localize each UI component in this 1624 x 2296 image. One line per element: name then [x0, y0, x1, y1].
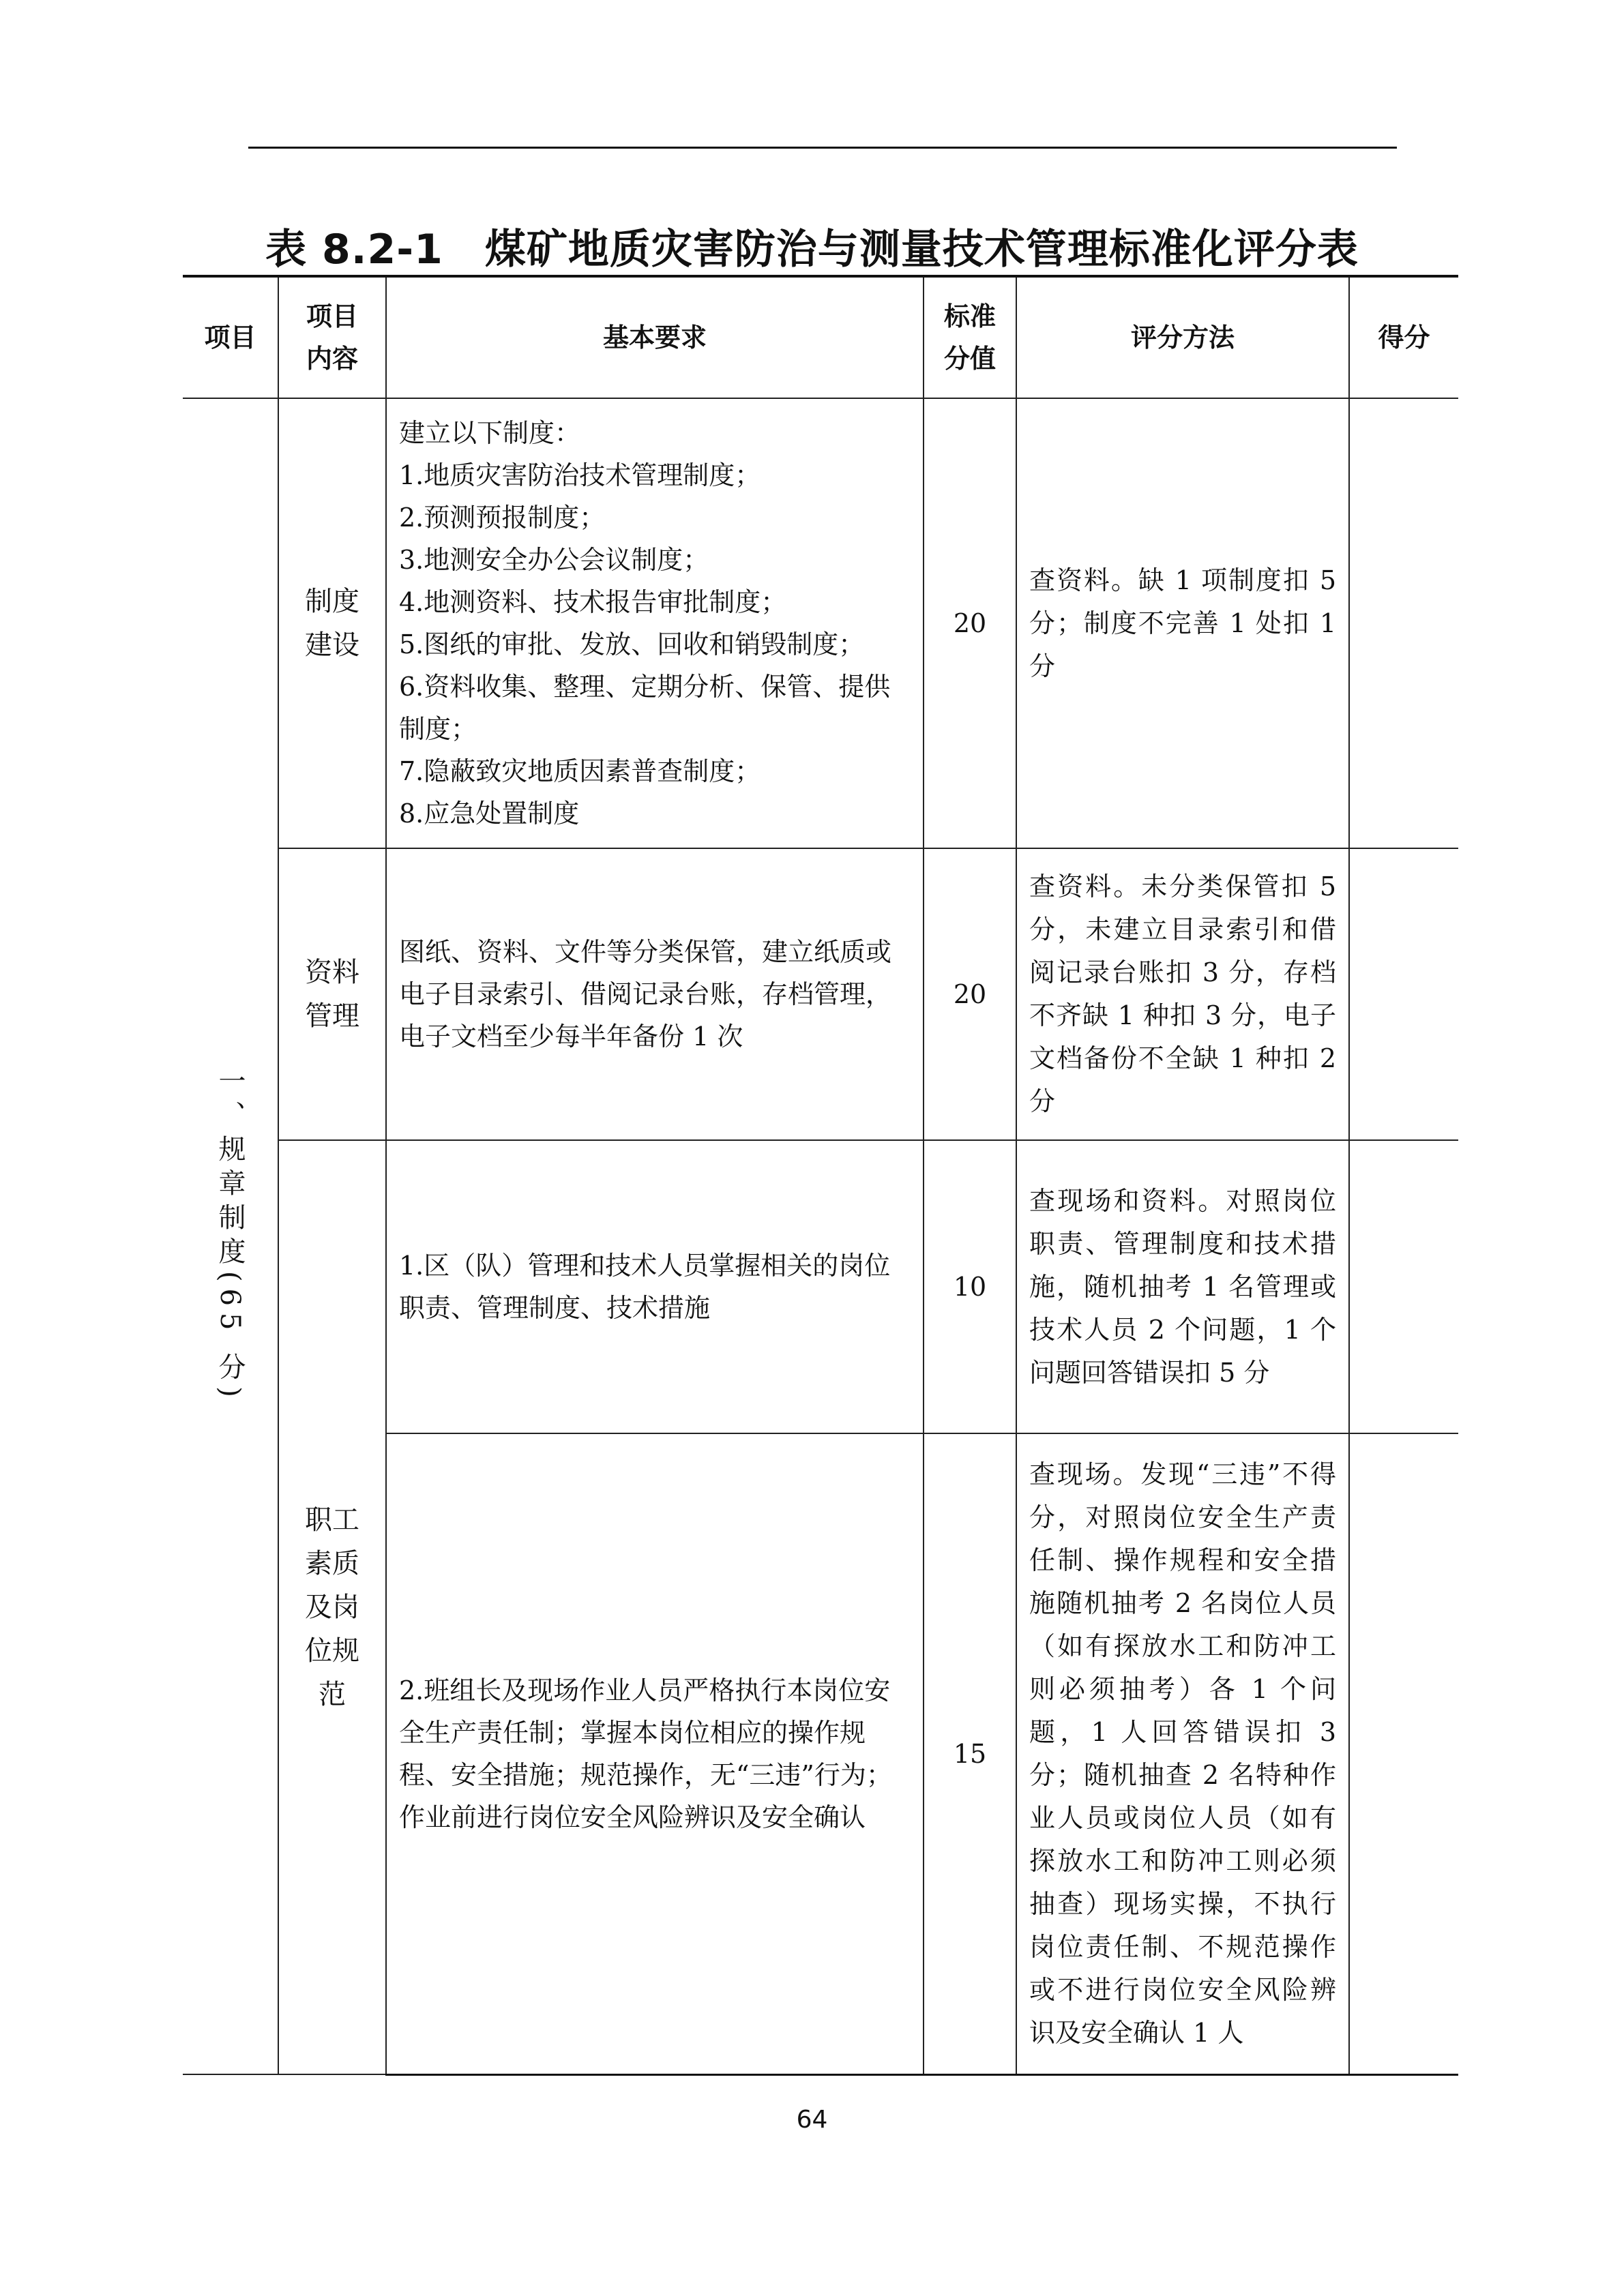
- row-content: [278, 398, 386, 848]
- row-score: 20: [924, 848, 1016, 1140]
- row-result: [1349, 1433, 1458, 2074]
- row-content-label: 制度 建设: [305, 586, 359, 661]
- table-row: [183, 1140, 1458, 1433]
- page-title: 表 8.2-1 煤矿地质灾害防治与测量技术管理标准化评分表: [265, 226, 1359, 273]
- header-score-label: 标准 分值: [943, 301, 996, 374]
- header-content: [278, 276, 386, 398]
- row-score: 15: [924, 1433, 1016, 2074]
- table-row: [183, 398, 1458, 848]
- section-cell: [183, 398, 278, 2074]
- row-content: [278, 848, 386, 1140]
- row-score: 20: [924, 398, 1016, 848]
- row-content: [278, 1140, 386, 2074]
- header-result: 得分: [1349, 276, 1458, 398]
- header-content-label: 项目 内容: [306, 301, 358, 374]
- row-requirement-text: 建立以下制度： 1.地质灾害防治技术管理制度； 2.预测预报制度； 3.地测安全办公会议制度； 4.地测资料、技术报告审批制度； 5.图纸的审批、发放、回收和销毁制度； 6.资料收集、整理、定期分析、保管、提供制度； 7.隐蔽致灾地质因素普查制度； 8.应急处置制度: [399, 418, 891, 829]
- header-requirement: 基本要求: [386, 276, 924, 398]
- row-method: 查现场。发现“三违”不得分，对照岗位安全生产责任制、操作规程和安全措施随机抽考 2 名岗位人员（如有探放水工和防冲工则必须抽考）各 1 个问题，1 人回答错误扣 3 分；随机抽查 2 名特种作业人员或岗位人员（如有探放水工和防冲工则必须抽查）现场实操，不执行岗位责任制、不规范操作或不进行岗位安全风险辨识及安全确认 1 人: [1016, 1433, 1349, 2074]
- section-label: 一、规章制度(65 分): [214, 1066, 246, 1404]
- table-row: [183, 848, 1458, 1140]
- header-method: 评分方法: [1016, 276, 1349, 398]
- row-method: 查资料。未分类保管扣 5 分，未建立目录索引和借阅记录台账扣 3 分，存档不齐缺 1 种扣 3 分，电子文档备份不全缺 1 种扣 2 分: [1016, 848, 1349, 1140]
- header-rule: [248, 147, 1397, 149]
- row-requirement: 图纸、资料、文件等分类保管，建立纸质或电子目录索引、借阅记录台账，存档管理，电子文档至少每半年备份 1 次: [386, 848, 924, 1140]
- row-result: [1349, 398, 1458, 848]
- row-requirement: 1.区（队）管理和技术人员掌握相关的岗位职责、管理制度、技术措施: [386, 1140, 924, 1433]
- header-score: [924, 276, 1016, 398]
- row-score: 10: [924, 1140, 1016, 1433]
- row-content-label: 资料 管理: [305, 957, 359, 1032]
- row-requirement: [386, 398, 924, 848]
- table-header-row: [183, 276, 1458, 398]
- row-result: [1349, 848, 1458, 1140]
- header-item: 项目: [183, 276, 278, 398]
- row-method: 查资料。缺 1 项制度扣 5 分；制度不完善 1 处扣 1 分: [1016, 398, 1349, 848]
- row-method: 查现场和资料。对照岗位职责、管理制度和技术措施，随机抽考 1 名管理或技术人员 2 个问题，1 个问题回答错误扣 5 分: [1016, 1140, 1349, 1433]
- row-content-label: 职工 素质 及岗 位规 范: [305, 1504, 359, 1710]
- scoring-table: [183, 275, 1458, 2076]
- page-number: 64: [796, 2106, 828, 2134]
- row-requirement: 2.班组长及现场作业人员严格执行本岗位安全生产责任制；掌握本岗位相应的操作规程、安全措施；规范操作，无“三违”行为；作业前进行岗位安全风险辨识及安全确认: [386, 1433, 924, 2074]
- row-result: [1349, 1140, 1458, 1433]
